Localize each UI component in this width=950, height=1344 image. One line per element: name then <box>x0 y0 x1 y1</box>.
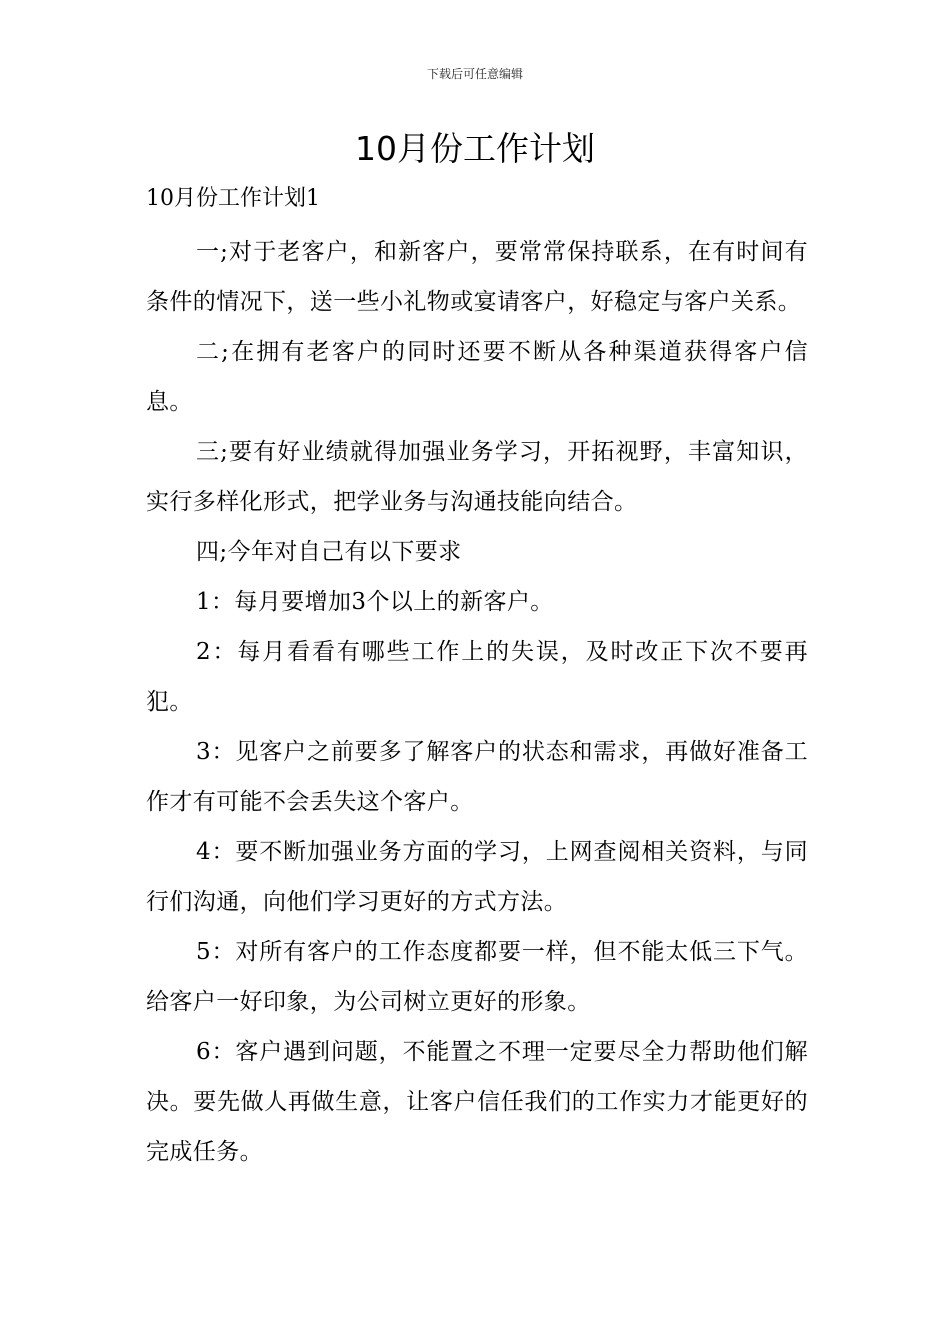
requirement-2: 2：每月看看有哪些工作上的失误，及时改正下次不要再犯。 <box>146 639 808 715</box>
requirement-6: 6：客户遇到问题，不能置之不理一定要尽全力帮助他们解决。要先做人再做生意，让客户信任我们的工作实力才能更好的完成任务。 <box>146 1039 808 1165</box>
paragraph-4: 四;今年对自己有以下要求 <box>196 539 462 565</box>
section-subtitle: 10月份工作计划1 <box>146 186 320 211</box>
paragraph-1: 一;对于老客户，和新客户，要常常保持联系，在有时间有条件的情况下，送一些小礼物或宴请客户，好稳定与客户关系。 <box>146 239 808 315</box>
header-note: 下载后可任意编辑 <box>426 67 523 81</box>
requirement-4: 4：要不断加强业务方面的学习，上网查阅相关资料，与同行们沟通，向他们学习更好的方式方法。 <box>146 839 808 915</box>
document-body <box>146 177 808 1177</box>
requirement-5: 5：对所有客户的工作态度都要一样，但不能太低三下气。给客户一好印象，为公司树立更好的形象。 <box>146 939 808 1015</box>
requirement-3: 3：见客户之前要多了解客户的状态和需求，再做好准备工作才有可能不会丢失这个客户。 <box>146 739 808 815</box>
paragraph-2: 二;在拥有老客户的同时还要不断从各种渠道获得客户信息。 <box>146 339 808 415</box>
requirement-1: 1：每月要增加3个以上的新客户。 <box>196 589 554 615</box>
paragraph-3: 三;要有好业绩就得加强业务学习，开拓视野，丰富知识，实行多样化形式，把学业务与沟通技能向结合。 <box>146 439 808 515</box>
document-title: 10月份工作计划 <box>355 129 595 168</box>
